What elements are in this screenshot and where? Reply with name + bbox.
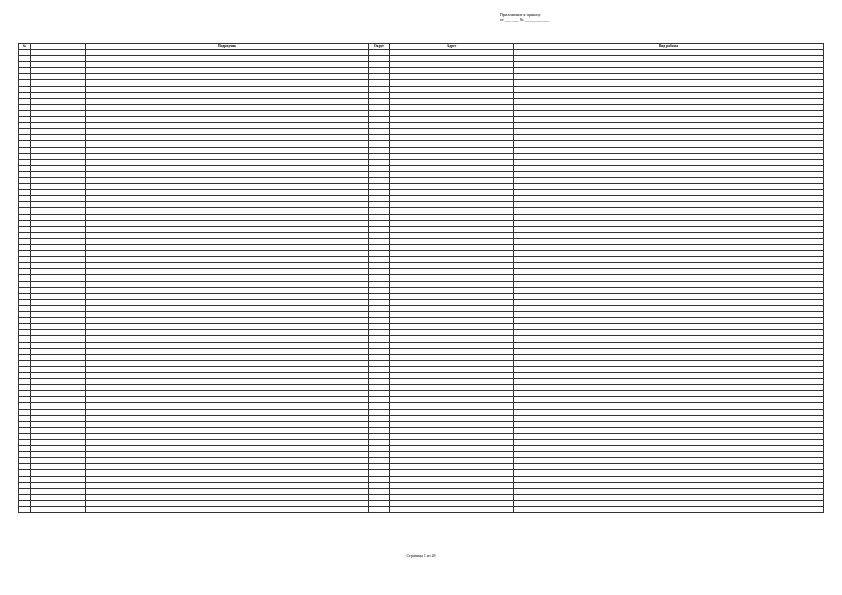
appendix-header — [500, 12, 550, 23]
column-header-contractor: Подрядчик — [86, 44, 369, 50]
row-district — [369, 507, 390, 513]
column-header-number: № — [19, 44, 31, 50]
appendix-title: Приложение к приказу — [500, 12, 541, 17]
row-field-2 — [31, 507, 86, 513]
row-address — [390, 507, 514, 513]
row-work-type — [514, 507, 824, 513]
row-number — [19, 507, 31, 513]
row-contractor — [86, 507, 369, 513]
appendix-order-line: от ___ ___ № ____________ — [500, 17, 550, 23]
works-table — [18, 43, 824, 513]
column-header-work-type: Вид работы — [514, 44, 824, 50]
column-header-address: Адрес — [390, 44, 514, 50]
column-header-district: Округ — [369, 44, 390, 50]
table-body — [19, 50, 824, 513]
page-number: Страница 1 из 28 — [406, 553, 436, 558]
table-row — [19, 507, 824, 513]
